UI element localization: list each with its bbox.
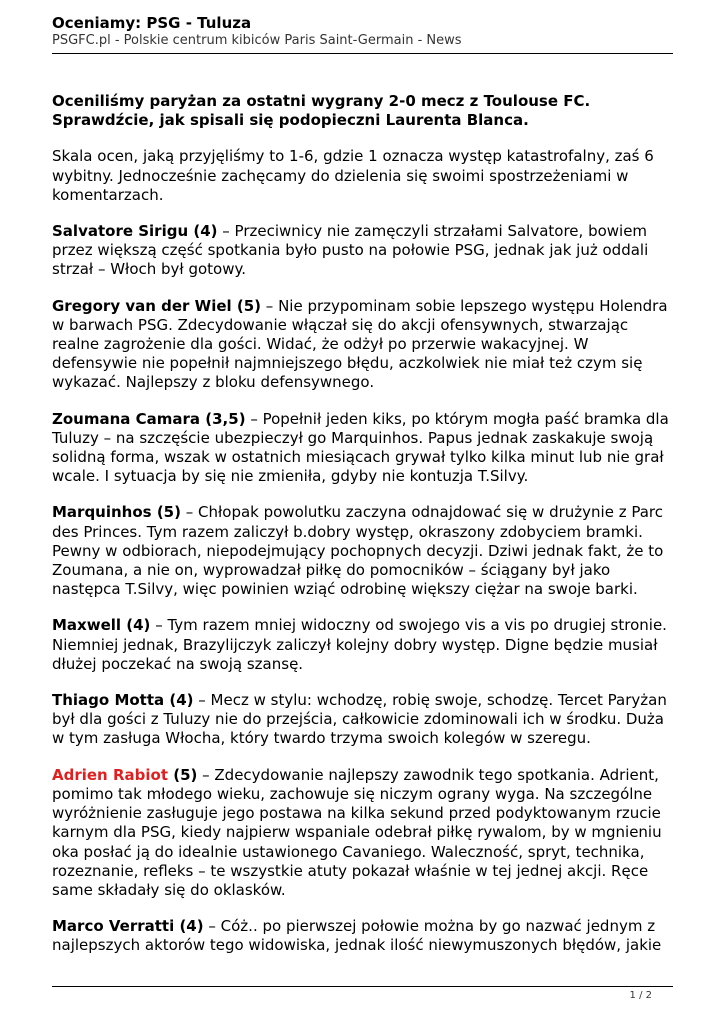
- player-rating-paragraph: [52, 222, 677, 280]
- player-comment: – Cóż.. po pierwszej połowie można by go nazwać jednym z najlepszych aktorów tego widowiska, jednak ilość niewymuszonych błędów, jakie: [52, 917, 662, 955]
- player-rating: (5): [168, 765, 198, 784]
- player-rating-paragraph: [52, 691, 677, 749]
- player-comment: – Przeciwnicy nie zamęczyli strzałami Salvatore, bowiem przez większą część spotkania było pusto na połowie PSG, jednak jak już oddali strzał – Włoch był gotowy.: [52, 222, 649, 279]
- player-rating-paragraph: [52, 410, 677, 487]
- player-rating-paragraph: [52, 616, 677, 674]
- player-name: Maxwell: [52, 616, 122, 635]
- player-comment: – Popełnił jeden kiks, po którym mogła paść bramka dla Tuluzy – na szczęście ubezpieczył go Marquinhos. Papus jednak zaskakuje swoją solidną forma, wszak w ostatnich miesiącach grywał tylko kilka minut lub nie grał wcale. I sytuacja by się nie zmieniła, gdyby nie kontuzja T.Silvy.: [52, 409, 669, 486]
- player-name: Zoumana Camara: [52, 409, 201, 428]
- player-comment: – Chłopak powolutku zaczyna odnajdować się w drużynie z Parc des Princes. Tym razem zaliczył b.dobry występ, okraszony zdobyciem bramki. Pewny w odbiorach, niepodejmujący pochopnych decyzji. Dziwi jednak fakt, że to Zoumana, a nie on, wyprowadzał piłkę do pomocników – ściągany był jako następca T.Silvy, więc powinien wziąć odrobinę większy ciężar na swoje barki.: [52, 503, 664, 599]
- document-title: Oceniamy: PSG - Tuluza: [52, 14, 252, 32]
- player-name: Marquinhos: [52, 503, 152, 522]
- article-body: [52, 92, 677, 973]
- footer-divider: [52, 986, 673, 987]
- player-rating: (5): [151, 503, 181, 522]
- player-name: Salvatore Sirigu: [52, 222, 189, 241]
- player-rating-paragraph: [52, 297, 677, 393]
- player-rating: (4): [174, 917, 204, 936]
- player-rating: (4): [164, 691, 194, 710]
- player-rating-paragraph: [52, 503, 677, 599]
- player-comment: – Nie przypominam sobie lepszego występu Holendra w barwach PSG. Zdecydowanie włączał się do akcji ofensywnych, stwarzając realne zagrożenie dla gości. Widać, że odżył po przerwie wakacyjnej. W defensywie nie popełnił najmniejszego błędu, aczkolwiek nie miał też czym się wykazać. Najlepszy z bloku defensywnego.: [52, 296, 668, 392]
- player-comment: – Zdecydowanie najlepszy zawodnik tego spotkania. Adrient, pomimo tak młodego wieku, zachowuje się niczym ograny wyga. Na szczególne wyróżnienie zasługuje jego postawa na kilka sekund przed podyktowanym rzucie karnym dla PSG, kiedy najpierw wspaniale odebrał piłkę rywalom, by w mgnieniu oka posłać ją do idealnie ustawionego Cavaniego. Waleczność, spryt, technika, rozeznanie, refleks – te wszystkie atuty pokazał właśnie w tej jednej akcji. Ręce same składały się do oklasków.: [52, 765, 662, 899]
- player-name: Thiago Motta: [52, 691, 165, 710]
- article-lead: Oceniliśmy paryżan za ostatni wygrany 2-0 mecz z Toulouse FC. Sprawdźcie, jak spisali się podopieczni Laurenta Blanca.: [52, 92, 591, 130]
- player-rating: (4): [188, 222, 218, 241]
- player-rating: (3,5): [200, 409, 246, 428]
- page-number: 1 / 2: [629, 990, 652, 1001]
- header-divider: [52, 53, 673, 54]
- player-comment: – Mecz w stylu: wchodzę, robię swoje, schodzę. Tercet Paryżan był dla gości z Tuluzy nie do przejścia, całkowicie zdominowali ich w środku. Duża w tym zasługa Włocha, który twardo trzyma swoich kolegów w szeregu.: [52, 691, 667, 748]
- player-name-link[interactable]: Adrien Rabiot: [52, 765, 168, 784]
- document-header: [52, 14, 685, 49]
- player-rating-paragraph: [52, 917, 677, 955]
- player-name: Gregory van der Wiel: [52, 296, 232, 315]
- player-name: Marco Verratti: [52, 917, 175, 936]
- player-rating: (4): [121, 616, 151, 635]
- document-subtitle: PSGFC.pl - Polskie centrum kibiców Paris Saint-Germain - News: [52, 33, 462, 48]
- player-rating: (5): [231, 296, 262, 315]
- player-rating-paragraph: [52, 766, 677, 900]
- article-intro: Skala ocen, jaką przyjęliśmy to 1-6, gdzie 1 oznacza występ katastrofalny, zaś 6 wybitny. Jednocześnie zachęcamy do dzielenia się swoimi spostrzeżeniami w komentarzach.: [52, 147, 654, 204]
- player-comment: – Tym razem mniej widoczny od swojego vis a vis po drugiej stronie. Niemniej jednak, Brazylijczyk zaliczył kolejny dobry występ. Digne będzie musiał dłużej poczekać na swoją szansę.: [52, 616, 667, 673]
